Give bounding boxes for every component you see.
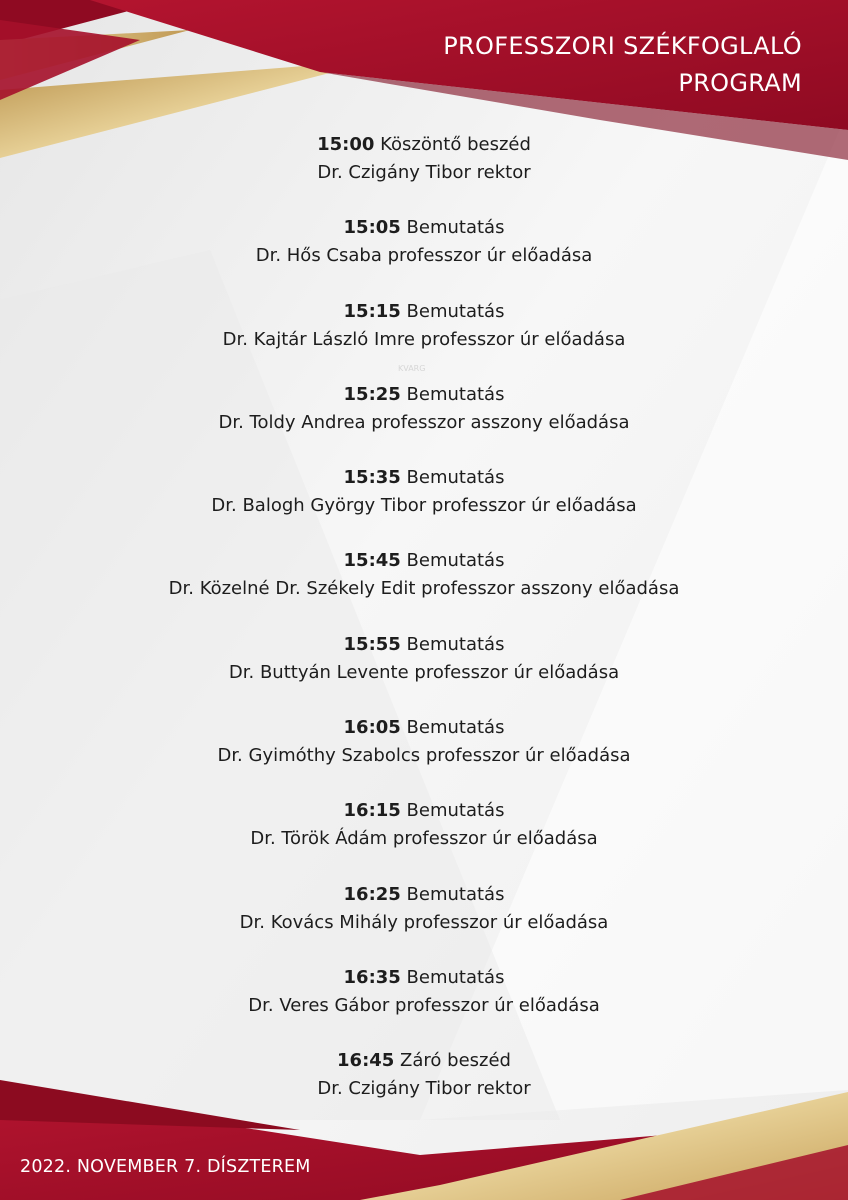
entry-heading: [0, 298, 848, 326]
entry-speaker: Dr. Gyimóthy Szabolcs professzor úr előadása: [217, 745, 631, 767]
entry-speaker: Dr. Török Ádám professzor úr előadása: [250, 828, 598, 850]
program-entry: [0, 381, 848, 464]
entry-heading: [0, 131, 848, 159]
entry-time: 15:25: [343, 383, 401, 405]
program-list: [0, 131, 848, 1131]
entry-event: Záró beszéd: [400, 1050, 511, 1072]
footer-date-location: 2022. NOVEMBER 7. DÍSZTEREM: [20, 1157, 311, 1177]
entry-time: 15:05: [343, 217, 401, 239]
entry-time: 16:05: [343, 717, 401, 739]
entry-heading: [0, 381, 848, 409]
program-entry: [0, 631, 848, 714]
program-entry: [0, 464, 848, 547]
header-title-line1: PROFESSZORI SZÉKFOGLALÓ: [443, 32, 802, 60]
entry-heading: [0, 881, 848, 909]
program-entry: [0, 714, 848, 797]
entry-speaker: Dr. Czigány Tibor rektor: [317, 162, 531, 183]
program-entry: [0, 797, 848, 880]
entry-heading: [0, 797, 848, 825]
entry-time: 15:45: [343, 550, 401, 572]
entry-heading: [0, 714, 848, 742]
program-entry: [0, 1047, 848, 1130]
entry-speaker: Dr. Közelné Dr. Székely Edit professzor asszony előadása: [168, 578, 680, 600]
entry-speaker: Dr. Balogh György Tibor professzor úr előadása: [211, 495, 637, 517]
entry-heading: [0, 631, 848, 659]
header-title-line2: PROGRAM: [678, 69, 802, 97]
entry-event: Bemutatás: [406, 883, 505, 905]
program-entry: [0, 547, 848, 630]
entry-event: Bemutatás: [406, 300, 505, 322]
program-header: [443, 28, 802, 102]
entry-speaker: Dr. Kajtár László Imre professzor úr előadása: [222, 328, 626, 350]
entry-speaker: Dr. Hős Csaba professzor úr előadása: [255, 245, 593, 267]
entry-time: 15:15: [343, 300, 401, 322]
entry-event: Bemutatás: [406, 467, 505, 489]
entry-event: Bemutatás: [406, 966, 505, 988]
entry-speaker: Dr. Buttyán Levente professzor úr előadása: [228, 661, 620, 683]
entry-heading: [0, 964, 848, 992]
entry-time: 15:35: [343, 467, 401, 489]
entry-time: 16:45: [337, 1050, 395, 1072]
watermark: KVARG: [398, 364, 426, 373]
program-entry: [0, 964, 848, 1047]
entry-heading: [0, 1047, 848, 1075]
entry-event: Bemutatás: [406, 217, 505, 239]
entry-time: 16:25: [343, 883, 401, 905]
entry-event: Bemutatás: [406, 633, 505, 655]
entry-event: Bemutatás: [406, 717, 505, 739]
entry-time: 15:55: [343, 633, 401, 655]
entry-event: Bemutatás: [406, 550, 505, 572]
entry-heading: [0, 547, 848, 575]
entry-event: Bemutatás: [406, 383, 505, 405]
entry-time: 16:35: [343, 966, 401, 988]
entry-speaker: Dr. Czigány Tibor rektor: [317, 1078, 531, 1100]
entry-event: Bemutatás: [406, 800, 505, 822]
program-entry: [0, 881, 848, 964]
entry-event: Köszöntő beszéd: [380, 134, 531, 155]
entry-heading: [0, 214, 848, 242]
entry-speaker: Dr. Veres Gábor professzor úr előadása: [248, 994, 600, 1016]
entry-time: 15:00: [317, 134, 375, 155]
program-entry: [0, 214, 848, 297]
entry-time: 16:15: [343, 800, 401, 822]
entry-heading: [0, 464, 848, 492]
entry-speaker: Dr. Kovács Mihály professzor úr előadása: [239, 911, 609, 933]
program-entry: [0, 131, 848, 214]
entry-speaker: Dr. Toldy Andrea professzor asszony előadása: [218, 411, 630, 433]
